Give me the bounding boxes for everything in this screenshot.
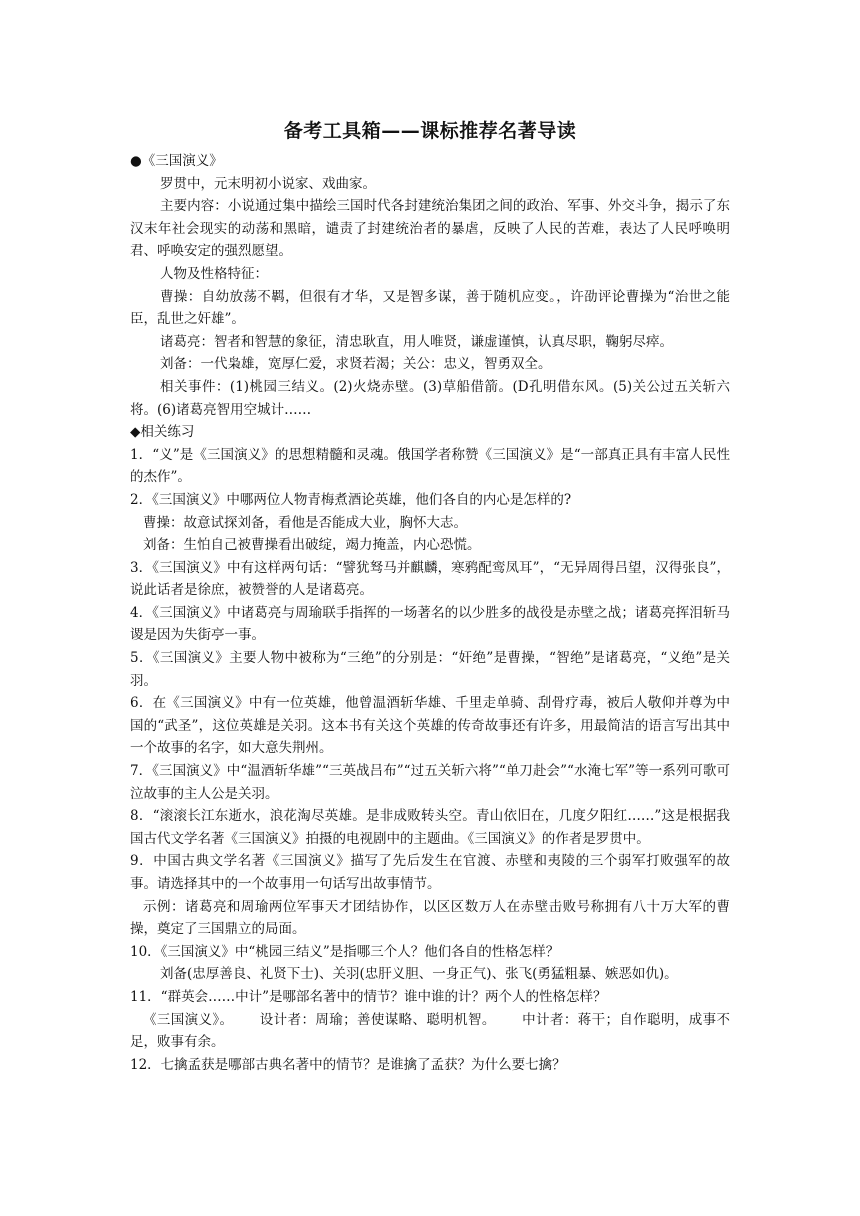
question-9: 9．中国古典文学名著《三国演义》描写了先后发生在官渡、赤壁和夷陵的三个弱军打败强军的故事。请选择其中的一个故事用一句话写出故事情节。 [130, 853, 730, 892]
question-5: 5．《三国演义》主要人物中被称为“三绝”的分别是：“奸绝”是曹操，“智绝”是诸葛亮，“义绝”是关羽。 [130, 650, 730, 689]
answer-10: 刘备(忠厚善良、礼贤下士)、关羽(忠肝义胆、一身正气)、张飞(勇猛粗暴、嫉恶如仇)。 [160, 966, 678, 983]
author-line: 罗贯中，元末明初小说家、戏曲家。 [160, 175, 376, 192]
answer-9-example: 示例：诸葛亮和周瑜两位军事天才团结协作，以区区数万人在赤壁击败号称拥有八十万大军的曹操，奠定了三国鼎立的局面。 [130, 898, 730, 938]
question-1: 1．“义”是《三国演义》的思想精髓和灵魂。俄国学者称赞《三国演义》是“一部真正具有丰富人民性的杰作”。 [130, 446, 730, 486]
question-10: 10．《三国演义》中“桃园三结义”是指哪三个人？他们各自的性格怎样？ [130, 943, 560, 960]
question-12: 12．七擒孟获是哪部古典名著中的情节？是谁擒了孟获？为什么要七擒？ [130, 1056, 566, 1073]
related-events: 相关事件：(1)桃园三结义。(2)火烧赤壁。(3)草船借箭。(D孔明借东风。(5)关公过五关斩六将。(6)诸葛亮智用空城计…… [130, 378, 730, 418]
character-caocao: 曹操：自幼放荡不羁，但很有才华，又是智多谋，善于随机应变。，许劭评论曹操为“治世之能臣，乱世之奸雄”。 [130, 288, 730, 328]
question-2: 2．《三国演义》中哪两位人物青梅煮酒论英雄，他们各自的内心是怎样的? [130, 491, 572, 508]
answer-11-victim: 中计者：蒋干；自作聪明，成事不足，败事有余。 [130, 1011, 731, 1051]
page-title: 备考工具箱——课标推荐名著导读 [283, 120, 577, 142]
practice-heading: ◆相关练习 [130, 424, 195, 441]
question-7: 7．《三国演义》中“温酒斩华雄”“三英战吕布”“过五关斩六将”“单刀赴会”“水淹七军”等一系列可歌可泣故事的主人公是关羽。 [130, 763, 730, 802]
question-8: 8．“滚滚长江东逝水，浪花淘尽英雄。是非成败转头空。青山依旧在，几度夕阳红……”这是根据我国古代文学名著《三国演义》拍摄的电视剧中的主题曲。《三国演义》的作者是罗贯中。 [130, 808, 730, 847]
question-3: 3．《三国演义》中有这样两句话：“譬犹驽马并麒麟，寒鸦配鸾凤耳”，“无异周得吕望，汉得张良”，说此话者是徐庶，被赞誉的人是诸葛亮。 [130, 559, 730, 599]
main-content: 主要内容：小说通过集中描绘三国时代各封建统治集团之间的政治、军事、外交斗争，揭示了东汉末年社会现实的动荡和黑暗，谴责了封建统治者的暴虐，反映了人民的苦难，表达了人民呼唤明君、呼唤安定的强烈愿望。 [130, 198, 730, 260]
character-zhugeliang: 诸葛亮：智者和智慧的象征，清忠耿直，用人唯贤，谦虚谨慎，认真尽职，鞠躬尽瘁。 [160, 333, 673, 350]
answer-11-book: 《三国演义》。 [143, 1011, 234, 1028]
answer-2-liubei: 刘备：生怕自己被曹操看出破绽，竭力掩盖，内心恐慌。 [143, 537, 481, 554]
answer-11-designer: 设计者：周瑜；善使谋略、聪明机智。 [259, 1011, 496, 1028]
answer-2-caocao: 曹操：故意试探刘备，看他是否能成大业，胸怀大志。 [143, 514, 467, 531]
characters-label: 人物及性格特征： [160, 265, 268, 282]
answer-11 [130, 1009, 730, 1054]
character-liubei: 刘备：一代枭雄，宽厚仁爱，求贤若渴；关公：忠义，智勇双全。 [160, 356, 552, 373]
book-heading: ●《三国演义》 [130, 153, 223, 169]
question-4: 4．《三国演义》中诸葛亮与周瑜联手指挥的一场著名的以少胜多的战役是赤壁之战；诸葛亮挥泪斩马谡是因为失街亭一事。 [130, 604, 730, 644]
document-body [130, 150, 730, 1076]
question-11: 11．“群英会……中计”是哪部名著中的情节？谁中谁的计？两个人的性格怎样？ [130, 988, 607, 1005]
question-6: 6．在《三国演义》中有一位英雄，他曾温酒斩华雄、千里走单骑、刮骨疗毒，被后人敬仰并尊为中国的“武圣”，这位英雄是关羽。这本书有关这个英雄的传奇故事还有许多，用最简洁的语言写出其中一个故事的名字，如大意失荆州。 [130, 695, 730, 757]
